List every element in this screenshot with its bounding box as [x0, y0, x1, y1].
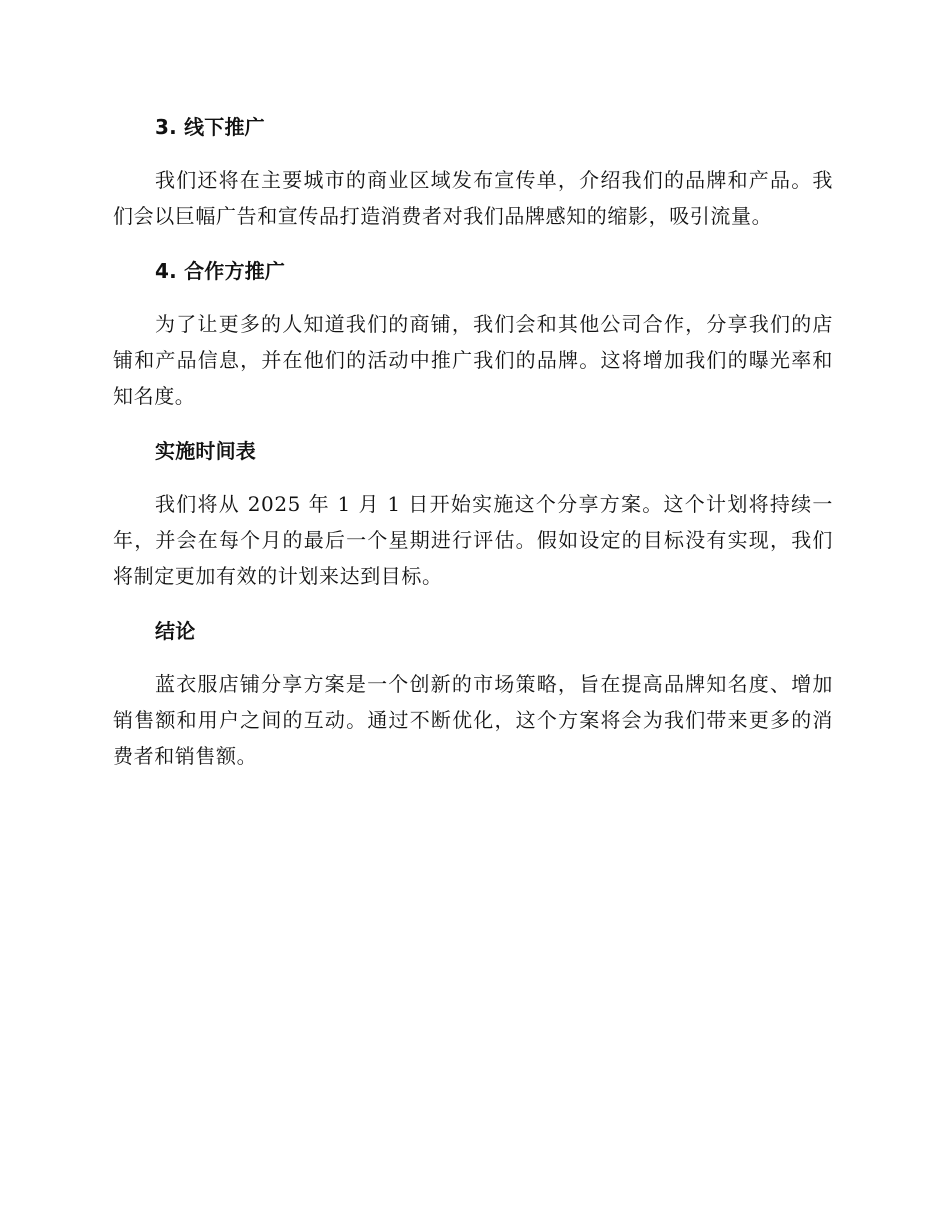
- section-partner-promotion: [113, 254, 833, 414]
- section-paragraph: 蓝衣服店铺分享方案是一个创新的市场策略，旨在提高品牌知名度、增加销售额和用户之间的互动。通过不断优化，这个方案将会为我们带来更多的消费者和销售额。: [113, 672, 833, 768]
- section-conclusion: [113, 614, 833, 774]
- section-heading: 3. 线下推广: [155, 115, 265, 139]
- section-paragraph: 我们将从 2025 年 1 月 1 日开始实施这个分享方案。这个计划将持续一年，并会在每个月的最后一个星期进行评估。假如设定的目标没有实现，我们将制定更加有效的计划来达到目标。: [113, 492, 833, 588]
- section-paragraph: 为了让更多的人知道我们的商铺，我们会和其他公司合作，分享我们的店铺和产品信息，并在他们的活动中推广我们的品牌。这将增加我们的曝光率和知名度。: [113, 312, 833, 408]
- section-heading: 4. 合作方推广: [155, 259, 286, 283]
- section-heading: 实施时间表: [155, 439, 256, 463]
- section-implementation-schedule: [113, 434, 833, 594]
- document-content: [113, 110, 833, 794]
- section-offline-promotion: [113, 110, 833, 234]
- section-paragraph: 我们还将在主要城市的商业区域发布宣传单，介绍我们的品牌和产品。我们会以巨幅广告和宣传品打造消费者对我们品牌感知的缩影，吸引流量。: [113, 168, 833, 228]
- section-heading: 结论: [155, 619, 196, 643]
